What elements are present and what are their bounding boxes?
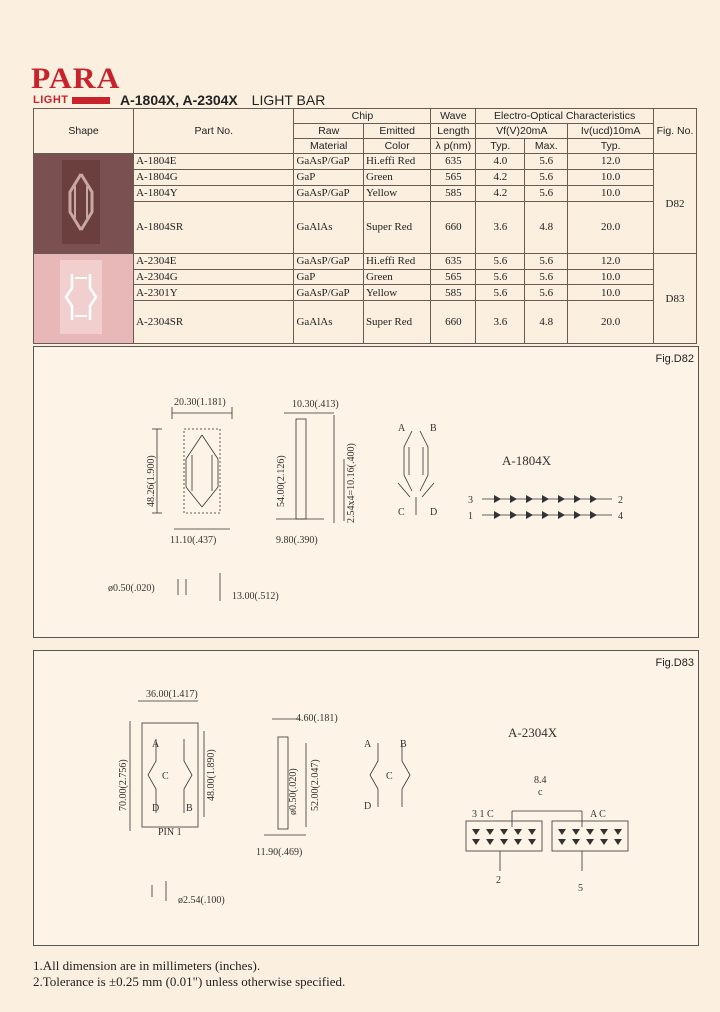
header-typ2: Typ. (568, 139, 654, 154)
shape-image-d83 (34, 254, 134, 344)
d83-dim-inner: 48.00(1.890) (206, 749, 217, 801)
shape-image-d82 (34, 154, 134, 254)
table-row: A-1804E (134, 154, 294, 170)
d83-dim-body: 52.00(2.047) (310, 759, 321, 811)
d83-model: A-2304X (508, 725, 558, 740)
d82-dim-pin-dia: ø0.50(.020) (108, 583, 155, 594)
svg-text:C: C (398, 507, 405, 518)
figure-d83-panel (33, 650, 699, 946)
title-models: A-1804X, A-2304X (120, 92, 238, 108)
spec-table: Shape Part No. Chip Wave Electro-Optical Characteristics Fig. No. Raw Emitted Length Vf(V)20mA Iv(ucd)10mA Material Color λ p(nm) Typ. Max. Typ. A-1804E GaAsP/GaP Hi.effi Red 635 4.0 5.6 12.0 D82 A-1804G GaP Green 565 4.2 5.6 10.0 A-1804Y GaAsP/GaP Yellow 585 4.2 5.6 10.0 A-1804SR GaAlAs Super Red 660 3.6 4.8 20.0 A-2304E GaAsP/GaP Hi.effi Red 635 5.6 5.6 12.0 D83 A-2304G GaP Green 565 5.6 5.6 10.0 A-2301Y GaAsP/GaP Yellow 585 5.6 5.6 10.0 A-2304SR GaAlAs Super Red 660 3.6 4.8 20.0 (33, 108, 697, 344)
svg-text:3 1 C: 3 1 C (472, 809, 494, 820)
table-row: A-2304G (134, 269, 294, 285)
svg-text:A: A (364, 739, 372, 750)
d82-dim-height: 48.26(1.900) (146, 455, 157, 507)
d82-dim-depth: 10.30(.413) (292, 399, 339, 410)
header-fig: Fig. No. (654, 109, 697, 154)
svg-text:c: c (538, 787, 543, 798)
d82-model: A-1804X (502, 453, 552, 468)
svg-text:3: 3 (468, 495, 473, 506)
svg-text:A C: A C (590, 809, 606, 820)
notes (33, 958, 345, 990)
header-emitted: Emitted (363, 124, 430, 139)
header-iv: Iv(ucd)10mA (568, 124, 654, 139)
figure-d82-panel (33, 346, 699, 638)
svg-text:D: D (430, 507, 438, 518)
header-chip: Chip (294, 109, 431, 124)
svg-text:C: C (386, 771, 393, 782)
header-color: Color (363, 139, 430, 154)
svg-text:B: B (430, 423, 437, 434)
svg-text:B: B (186, 803, 193, 814)
header-typ: Typ. (476, 139, 525, 154)
d83-dim-bottom: 11.90(.469) (256, 847, 303, 858)
header-part-no: Part No. (134, 109, 294, 154)
svg-text:D: D (152, 803, 160, 814)
d82-dim-width: 20.30(1.181) (174, 397, 226, 408)
fig-ref-d83: D83 (654, 254, 697, 344)
header-shape: Shape (34, 109, 134, 154)
d82-dim-body: 54.00(2.126) (276, 455, 287, 507)
header-max: Max. (525, 139, 568, 154)
svg-text:5: 5 (578, 883, 583, 894)
note-2: 2.Tolerance is ±0.25 mm (0.01") unless otherwise specified. (33, 974, 346, 989)
header-eoc: Electro-Optical Characteristics (476, 109, 654, 124)
header-wave: Wave (431, 109, 476, 124)
svg-text:A: A (152, 739, 160, 750)
table-row: A-1804G (134, 169, 294, 185)
fig-ref-d82: D82 (654, 154, 697, 254)
svg-text:D: D (364, 801, 372, 812)
d83-dim-pitch: ø2.54(.100) (178, 895, 225, 906)
svg-text:2: 2 (496, 875, 501, 886)
title-type: LIGHT BAR (251, 92, 326, 108)
figure-d83-drawing (34, 651, 698, 945)
d83-dim-depth: 4.60(.181) (296, 713, 338, 724)
d82-dim-pin-len: 13.00(.512) (232, 591, 279, 602)
header-vf: Vf(V)20mA (476, 124, 568, 139)
svg-text:B: B (400, 739, 407, 750)
d83-dim-pin-dia: ø0.50(.020) (288, 768, 299, 815)
svg-text:C: C (162, 771, 169, 782)
figure-d83-label: Fig.D83 (655, 657, 694, 669)
svg-text:2: 2 (618, 495, 623, 506)
header-length: Length (431, 124, 476, 139)
page-title (120, 92, 325, 108)
table-row: A-2304SR (134, 301, 294, 344)
d82-dim-thick: 9.80(.390) (276, 535, 318, 546)
brand-sub: LIGHT (33, 94, 69, 106)
svg-text:4: 4 (618, 511, 623, 522)
header-raw: Raw (294, 124, 363, 139)
d82-dim-bottom: 11.10(.437) (170, 535, 217, 546)
figure-d82-label: Fig.D82 (655, 353, 694, 365)
d83-pin-label: PIN 1 (158, 827, 182, 838)
note-1: 1.All dimension are in millimeters (inches). (33, 958, 261, 973)
svg-text:A: A (398, 423, 406, 434)
brand-name: PARA (31, 62, 121, 95)
header-lambda: λ p(nm) (431, 139, 476, 154)
table-row: A-2304E (134, 254, 294, 270)
svg-text:1: 1 (468, 511, 473, 522)
figure-d82-drawing (34, 347, 698, 637)
brand-logo (31, 62, 121, 106)
header-material: Material (294, 139, 363, 154)
d82-dim-pins: 2.54x4=10.16(.400) (346, 443, 357, 523)
d83-node-top: 8.4 (534, 775, 547, 786)
table-row: A-1804Y (134, 185, 294, 201)
d83-dim-width: 36.00(1.417) (146, 689, 198, 700)
d83-dim-height: 70.00(2.756) (118, 759, 129, 811)
table-row: A-1804SR (134, 201, 294, 253)
table-row: A-2301Y (134, 285, 294, 301)
